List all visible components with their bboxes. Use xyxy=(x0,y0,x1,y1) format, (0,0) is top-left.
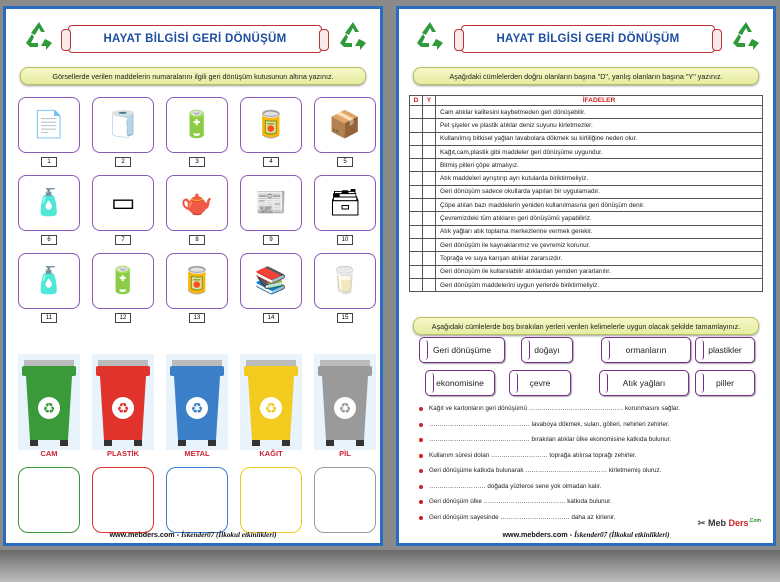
y-answer-cell[interactable] xyxy=(423,265,436,278)
statement-text: Kullanılmış bitkisel yağları lavabolara dökmek su kirliliğine neden olur. xyxy=(436,132,763,145)
page-title: HAYAT BİLGİSİ GERİ DÖNÜŞÜM xyxy=(68,25,322,53)
y-answer-cell[interactable] xyxy=(423,212,436,225)
y-answer-cell[interactable] xyxy=(423,172,436,185)
d-answer-cell[interactable] xyxy=(410,265,423,278)
worksheet-page-1 xyxy=(3,6,383,546)
background-strip xyxy=(0,550,780,582)
item-number: 12 xyxy=(115,313,131,323)
statement-text: Toprağa ve suya karışan atıklar zararsızdır. xyxy=(436,252,763,265)
item-number: 2 xyxy=(115,157,131,167)
answer-box[interactable] xyxy=(240,467,302,533)
d-answer-cell[interactable] xyxy=(410,106,423,119)
recycling-bin xyxy=(18,354,80,464)
column-statements: İFADELER xyxy=(436,96,763,106)
plastic-bottle-icon: 🧴 xyxy=(32,188,66,218)
recycle-icon xyxy=(413,19,447,53)
statement-text: Atık maddeleri ayrıştırıp ayrı kutularda biriktirmeliyiz. xyxy=(436,172,763,185)
item-number: 10 xyxy=(337,235,353,245)
item-card xyxy=(92,97,154,153)
statement-text: Çöpe atılan bazı maddelerin yeniden kullanılmasına geri dönüşüm denir. xyxy=(436,199,763,212)
y-answer-cell[interactable] xyxy=(423,132,436,145)
word-box: piller xyxy=(695,370,755,396)
svg-text:♻: ♻ xyxy=(42,401,56,417)
metal-box-icon: 🗃 xyxy=(328,188,362,218)
statement-text: Bitmiş pilleri çöpe atmalıyız. xyxy=(436,159,763,172)
item-card xyxy=(240,253,302,309)
recycle-icon xyxy=(729,19,763,53)
item-card xyxy=(92,253,154,309)
statement-text: Cam atıklar kalitesini kaybetmeden geri dönüşebilir. xyxy=(436,106,763,119)
mebders-logo: ✂ Meb Ders$^{.Com}$ xyxy=(697,518,761,528)
item-card xyxy=(166,253,228,309)
item-card xyxy=(240,175,302,231)
crumpled-paper-icon: 📦 xyxy=(328,110,362,140)
d-answer-cell[interactable] xyxy=(410,132,423,145)
statement-text: Geri dönüşüm ile kullanılabilir atıklardan yeniden yararlanılır. xyxy=(436,265,763,278)
instruction-banner: Görsellerde verilen maddelerin numaralarını ilgili geri dönüşüm kutusunun altına yazınız. xyxy=(20,67,366,85)
footer-site: www.mebders.com xyxy=(109,530,175,539)
table-row xyxy=(410,225,763,238)
word-box: çevre xyxy=(509,370,571,396)
table-row xyxy=(410,252,763,265)
word-box: Atık yağları xyxy=(599,370,689,396)
y-answer-cell[interactable] xyxy=(423,159,436,172)
answer-box[interactable] xyxy=(18,467,80,533)
y-answer-cell[interactable] xyxy=(423,252,436,265)
page-title: HAYAT BİLGİSİ GERİ DÖNÜŞÜM xyxy=(461,25,715,53)
word-box: plastikler xyxy=(695,337,755,363)
table-row xyxy=(410,159,763,172)
item-number: 11 xyxy=(41,313,57,323)
list-item: ……………………… doğada yüzlerce sene yok olmadan kalır. xyxy=(419,483,759,499)
answer-box[interactable] xyxy=(92,467,154,533)
aa-batteries-icon: 🔋 xyxy=(106,266,140,296)
statement-text: Geri dönüşüm sadece okullarda yapılan bir uygulamadır. xyxy=(436,185,763,198)
recycling-bin xyxy=(92,354,154,464)
instruction-banner-2: Aşağıdaki cümlelerde boş bırakılan yerleri verilen kelimelerle uygun olacak şekilde tamamlayınız. xyxy=(413,317,759,335)
bin-label: KAĞIT xyxy=(259,449,283,458)
word-box: doğayı xyxy=(521,337,573,363)
item-number: 9 xyxy=(263,235,279,245)
list-item: Geri dönüşüm ülke ………………………………… katkıda bulunur. xyxy=(419,498,759,514)
list-item: Kağıt ve kartonların geri dönüşümü ……………………………………… korunmasını sağlar. xyxy=(419,405,759,421)
y-answer-cell[interactable] xyxy=(423,278,436,291)
d-answer-cell[interactable] xyxy=(410,119,423,132)
item-card xyxy=(92,175,154,231)
item-number: 3 xyxy=(189,157,205,167)
footer: www.mebders.com - İskender07 (İlkokul etkinlikleri) xyxy=(109,530,277,539)
table-row xyxy=(410,172,763,185)
list-item: ………………………………………… bırakılan atıklar ülke ekonomisine katkıda bulunur. xyxy=(419,436,759,452)
table-row xyxy=(410,145,763,158)
word-box: ormanların xyxy=(601,337,691,363)
statement-text: Çevremizdeki tüm atıkların geri dönüşümü yapabiliriz. xyxy=(436,212,763,225)
statement-text: Geri dönüşüm maddelerini uygun yerlerde biriktirmeliyiz. xyxy=(436,278,763,291)
y-answer-cell[interactable] xyxy=(423,119,436,132)
statement-text: Kağıt,cam,plastik gibi maddeler geri dönüşüme uygundur. xyxy=(436,145,763,158)
svg-text:♻: ♻ xyxy=(264,401,278,417)
batteries-icon: 🔋 xyxy=(180,110,214,140)
item-card xyxy=(18,97,80,153)
d-answer-cell[interactable] xyxy=(410,225,423,238)
table-row xyxy=(410,278,763,291)
item-number: 6 xyxy=(41,235,57,245)
item-card xyxy=(166,175,228,231)
item-card xyxy=(166,97,228,153)
d-answer-cell[interactable] xyxy=(410,145,423,158)
item-card xyxy=(18,175,80,231)
bin-label: CAM xyxy=(40,449,58,458)
item-card xyxy=(240,97,302,153)
glass-jug-icon: 🫖 xyxy=(180,188,214,218)
item-number: 1 xyxy=(41,157,57,167)
statement-text: Atık yağları atık toplama merkezlerine vermek gerekir. xyxy=(436,225,763,238)
column-d: D xyxy=(410,96,423,106)
answer-box[interactable] xyxy=(166,467,228,533)
drinking-glass-icon: 🥛 xyxy=(328,266,362,296)
footer-site: www.mebders.com xyxy=(502,530,568,539)
table-row xyxy=(410,238,763,251)
item-number: 8 xyxy=(189,235,205,245)
item-card xyxy=(314,253,376,309)
table-row xyxy=(410,265,763,278)
fill-in-sentences xyxy=(419,405,759,529)
instruction-banner: Aşağıdaki cümlelerden doğru olanların başına "D", yanlış olanların başına "Y" yazınız. xyxy=(413,67,759,85)
d-answer-cell[interactable] xyxy=(410,199,423,212)
recycling-bin xyxy=(166,354,228,464)
d-answer-cell[interactable] xyxy=(410,159,423,172)
list-item: Geri dönüşüm sayesinde …………………………… daha az kirlenir. xyxy=(419,514,759,530)
table-row xyxy=(410,106,763,119)
phone-battery-icon: ▭ xyxy=(110,188,136,218)
column-y: Y xyxy=(423,96,436,106)
books-icon: 📚 xyxy=(254,266,288,296)
table-row xyxy=(410,119,763,132)
footer: www.mebders.com - İskender07 (İlkokul etkinlikleri) xyxy=(502,530,670,539)
item-card xyxy=(314,175,376,231)
statement-text: Geri dönüşüm ile kaynaklarımız ve çevremiz korunur. xyxy=(436,238,763,251)
item-card xyxy=(18,253,80,309)
d-answer-cell[interactable] xyxy=(410,185,423,198)
d-answer-cell[interactable] xyxy=(410,252,423,265)
recycle-icon xyxy=(22,19,56,53)
d-answer-cell[interactable] xyxy=(410,238,423,251)
svg-text:♻: ♻ xyxy=(338,401,352,417)
bin-label: PİL xyxy=(339,449,351,458)
recycle-icon xyxy=(336,19,370,53)
d-answer-cell[interactable] xyxy=(410,278,423,291)
bin-label: PLASTİK xyxy=(106,449,140,458)
table-row xyxy=(410,132,763,145)
recycling-bin xyxy=(314,354,376,464)
word-box: ekonomisine xyxy=(425,370,495,396)
item-number: 7 xyxy=(115,235,131,245)
y-answer-cell[interactable] xyxy=(423,185,436,198)
true-false-table xyxy=(409,95,763,292)
item-card xyxy=(314,97,376,153)
y-answer-cell[interactable] xyxy=(423,225,436,238)
d-answer-cell[interactable] xyxy=(410,212,423,225)
item-number: 13 xyxy=(189,313,205,323)
statement-text: Pet şişeler ve plastik atıklar deniz suyunu kirletmezler. xyxy=(436,119,763,132)
y-answer-cell[interactable] xyxy=(423,145,436,158)
item-number: 5 xyxy=(337,157,353,167)
word-box: Geri dönüşüme xyxy=(419,337,505,363)
y-answer-cell[interactable] xyxy=(423,238,436,251)
list-item: Geri dönüşüme katkıda bulunarak ………………………………… kirletmemiş oluruz. xyxy=(419,467,759,483)
svg-text:♻: ♻ xyxy=(190,401,204,417)
footer-author: İskender07 (İlkokul etkinlikleri) xyxy=(181,531,277,539)
y-answer-cell[interactable] xyxy=(423,106,436,119)
footer-author: İskender07 (İlkokul etkinlikleri) xyxy=(574,531,670,539)
y-answer-cell[interactable] xyxy=(423,199,436,212)
tin-can-icon: 🥫 xyxy=(254,110,288,140)
bin-label: METAL xyxy=(184,449,210,458)
worksheet-page-2 xyxy=(396,6,776,546)
item-number: 15 xyxy=(337,313,353,323)
d-answer-cell[interactable] xyxy=(410,172,423,185)
paper-icon: 📄 xyxy=(32,110,66,140)
list-item: ………………………………………… lavaboya dökmek, suları, gölleri, nehirleri zehirler. xyxy=(419,421,759,437)
table-row xyxy=(410,212,763,225)
answer-box[interactable] xyxy=(314,467,376,533)
detergent-bottle-icon: 🧴 xyxy=(32,266,66,296)
table-row xyxy=(410,185,763,198)
table-row xyxy=(410,199,763,212)
recycling-bin xyxy=(240,354,302,464)
list-item: Kullanım süresi dolan ……………………… toprağa atılırsa toprağı zehirler. xyxy=(419,452,759,468)
foil-icon: 🧻 xyxy=(106,110,140,140)
svg-text:♻: ♻ xyxy=(116,401,130,417)
item-number: 4 xyxy=(263,157,279,167)
newspaper-icon: 📰 xyxy=(254,188,288,218)
item-number: 14 xyxy=(263,313,279,323)
metal-cup-icon: 🥫 xyxy=(180,266,214,296)
